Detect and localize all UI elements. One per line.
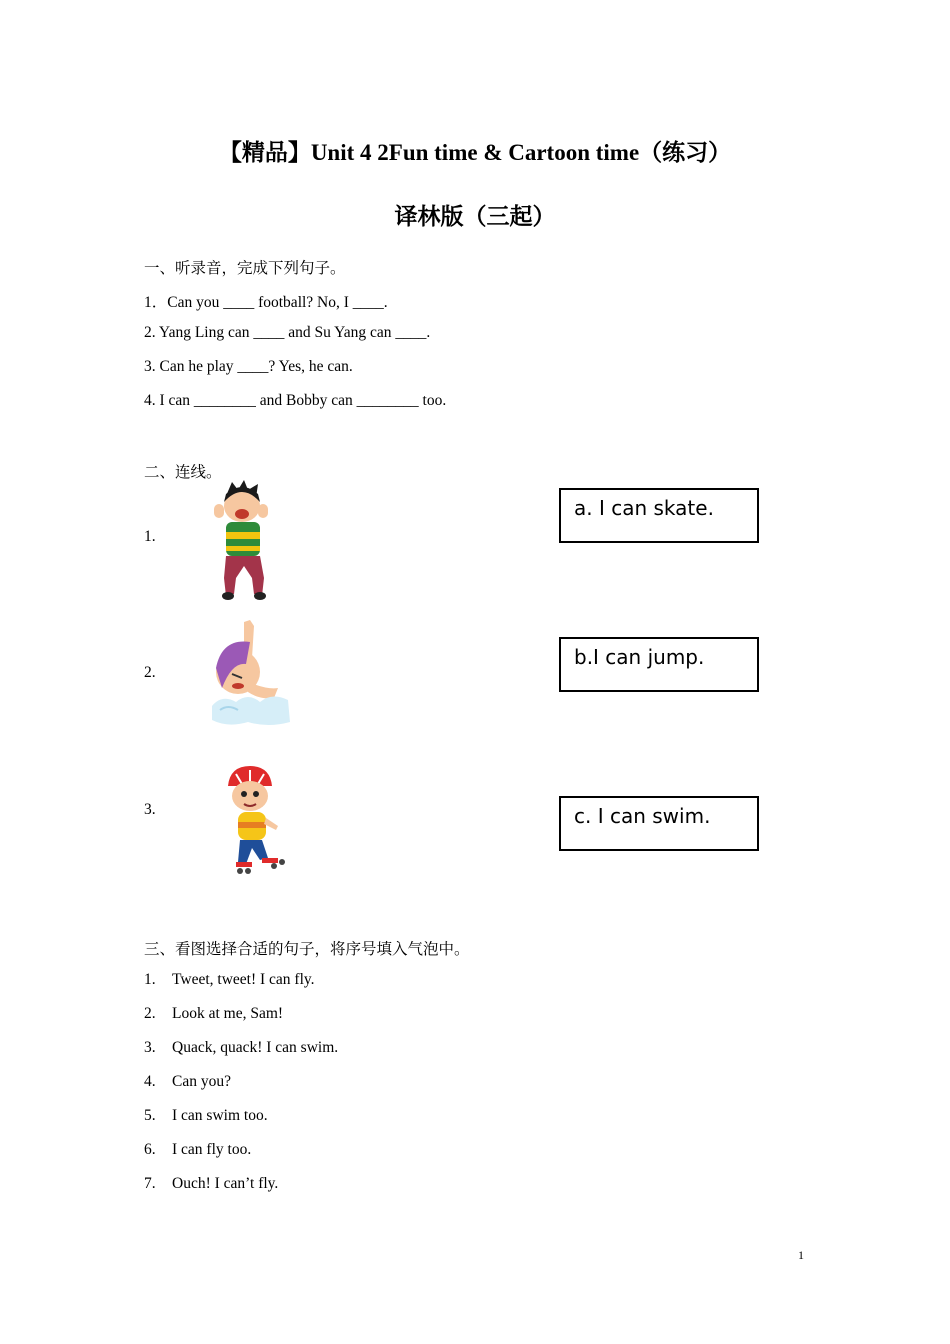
swimming-child-illustration xyxy=(208,618,292,728)
section1-item-1: 1．Can you ____ football? No, I ____. xyxy=(144,294,388,311)
section3-item: 7. Ouch! I can’t fly. xyxy=(144,1175,279,1192)
match-box-c: c. I can swim. xyxy=(559,796,759,851)
jumping-boy-illustration xyxy=(208,478,278,602)
section3-item: 2. Look at me, Sam! xyxy=(144,1005,284,1022)
section3-item: 1. Tweet, tweet! I can fly. xyxy=(144,971,315,988)
section3-item: 3. Quack, quack! I can swim. xyxy=(144,1039,339,1056)
match-box-a: a. I can skate. xyxy=(559,488,759,543)
match-box-b: b.I can jump. xyxy=(559,637,759,692)
match-number-1: 1. xyxy=(144,528,156,545)
match-number-3: 3. xyxy=(144,801,156,818)
section1-item-2: 2. Yang Ling can ____ and Su Yang can ____. xyxy=(144,324,431,341)
section1-item-4: 4. I can ________ and Bobby can ________ too. xyxy=(144,392,447,409)
section3-heading: 三、看图选择合适的句子，将序号填入气泡中。 xyxy=(144,941,470,958)
skating-boy-illustration xyxy=(222,764,290,876)
section1-item-3: 3. Can he play ____? Yes, he can. xyxy=(144,358,353,375)
section1-heading: 一、听录音，完成下列句子。 xyxy=(144,260,346,277)
match-number-2: 2. xyxy=(144,664,156,681)
page-number: 1 xyxy=(798,1248,804,1262)
section3-item: 4. Can you? xyxy=(144,1073,231,1090)
section2-heading: 二、连线。 xyxy=(144,464,222,481)
page-subtitle: 译林版（三起） xyxy=(394,204,556,229)
section3-item: 6. I can fly too. xyxy=(144,1141,252,1158)
page-title: 【精品】Unit 4 2Fun time & Cartoon time（练习） xyxy=(218,140,732,165)
section3-item: 5. I can swim too. xyxy=(144,1107,268,1124)
